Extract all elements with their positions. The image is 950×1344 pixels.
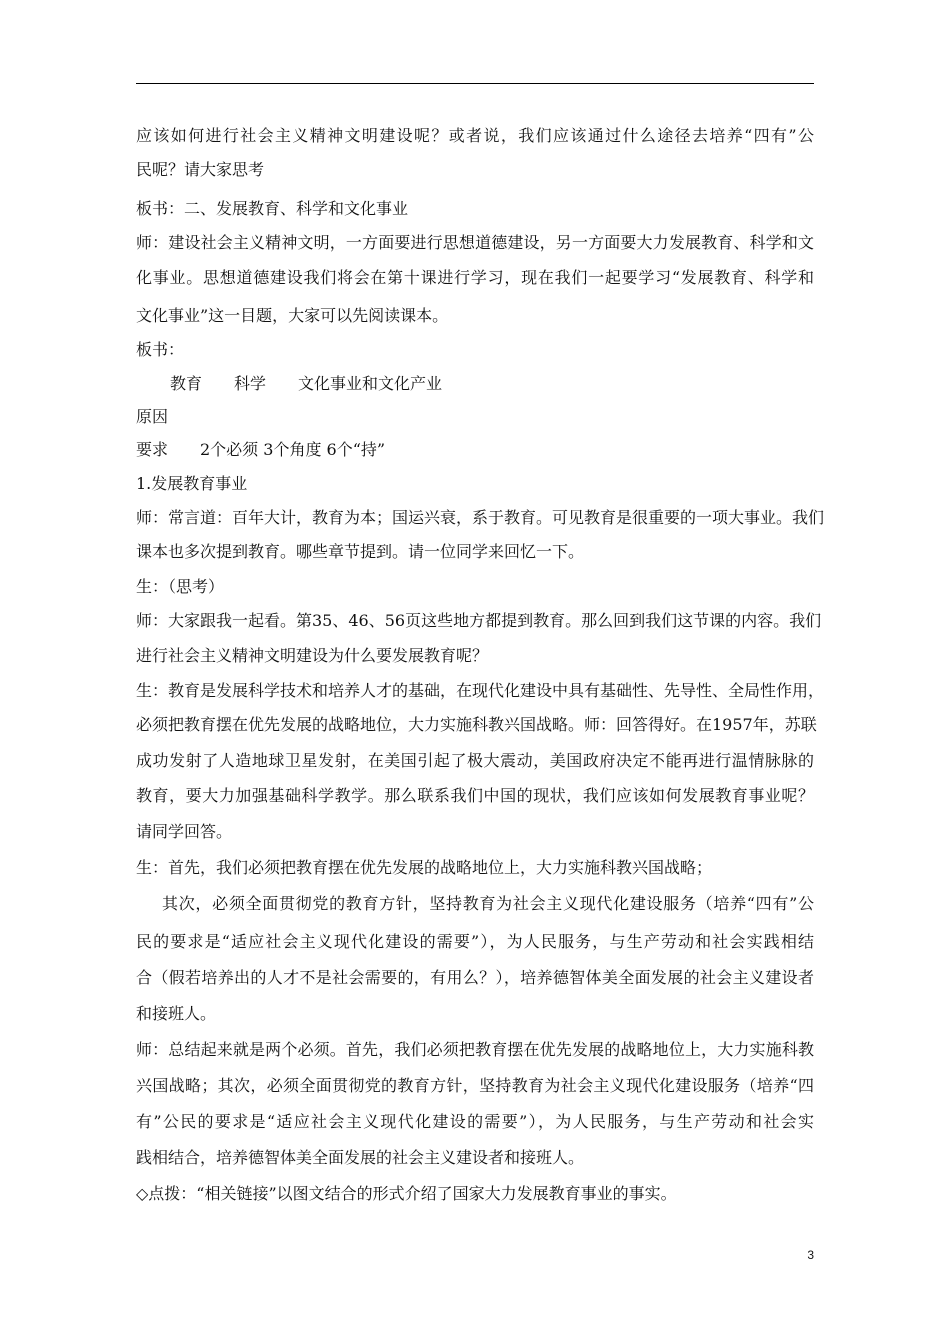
- text-line: 教育 科学 文化事业和文化产业: [170, 374, 443, 393]
- text-line: 成功发射了人造地球卫星发射，在美国引起了极大震动，美国政府决定不能再进行温情脉脉的: [136, 751, 814, 770]
- text-line: 民呢？请大家思考: [136, 160, 265, 179]
- text-line: 其次，必须全面贯彻党的教育方针，坚持教育为社会主义现代化建设服务（培养“四有”公: [162, 894, 814, 913]
- text-line: 践相结合，培养德智体美全面发展的社会主义建设者和接班人。: [136, 1148, 585, 1167]
- text-line: 必须把教育摆在优先发展的战略地位，大力实施科教兴国战略。师：回答得好。在1957年，苏联: [136, 715, 817, 734]
- text-line: 师：总结起来就是两个必须。首先，我们必须把教育摆在优先发展的战略地位上，大力实施科教: [136, 1040, 814, 1059]
- text-line: 有”公民的要求是“适应社会主义现代化建设的需要”），为人民服务，与生产劳动和社会实: [136, 1112, 814, 1131]
- text-line: 化事业。思想道德建设我们将会在第十课进行学习，现在我们一起要学习“发展教育、科学和: [136, 268, 814, 287]
- text-line: 师：常言道：百年大计，教育为本；国运兴衰，系于教育。可见教育是很重要的一项大事业。我们: [136, 508, 825, 527]
- text-line: 师：大家跟我一起看。第35、46、56页这些地方都提到教育。那么回到我们这节课的内容。我们: [136, 611, 822, 630]
- text-line: 师：建设社会主义精神文明，一方面要进行思想道德建设，另一方面要大力发展教育、科学和文: [136, 233, 814, 252]
- text-line: 文化事业”这一目题，大家可以先阅读课本。: [136, 306, 449, 325]
- text-line: 板书：: [136, 340, 185, 359]
- text-line: 合（假若培养出的人才不是社会需要的，有用么？），培养德智体美全面发展的社会主义建设者: [136, 968, 814, 987]
- text-line: 请同学回答。: [136, 822, 233, 841]
- text-line: 应该如何进行社会主义精神文明建设呢？或者说，我们应该通过什么途径去培养“四有”公: [136, 126, 814, 145]
- text-line: 课本也多次提到教育。哪些章节提到。请一位同学来回忆一下。: [136, 542, 585, 561]
- text-line: 民的要求是“适应社会主义现代化建设的需要”），为人民服务，与生产劳动和社会实践相结: [136, 932, 814, 951]
- text-line: 生：首先，我们必须把教育摆在优先发展的战略地位上，大力实施科教兴国战略；: [136, 858, 713, 877]
- text-line: 教育，要大力加强基础科学教学。那么联系我们中国的现状，我们应该如何发展教育事业呢？: [136, 786, 814, 805]
- page-number: 3: [807, 1248, 814, 1262]
- text-line: ◇点拨：“相关链接”以图文结合的形式介绍了国家大力发展教育事业的事实。: [136, 1184, 677, 1203]
- text-line: 进行社会主义精神文明建设为什么要发展教育呢？: [136, 646, 489, 665]
- text-line: 生：（思考）: [136, 577, 225, 596]
- text-line: 原因: [136, 407, 169, 426]
- text-line: 和接班人。: [136, 1004, 217, 1023]
- text-line: 板书：二、发展教育、科学和文化事业: [136, 199, 409, 218]
- text-line: 生：教育是发展科学技术和培养人才的基础，在现代化建设中具有基础性、先导性、全局性作用，: [136, 681, 825, 700]
- text-line: 兴国战略；其次，必须全面贯彻党的教育方针，坚持教育为社会主义现代化建设服务（培养“四: [136, 1076, 814, 1095]
- text-line: 1.发展教育事业: [136, 474, 248, 493]
- text-line: 要求 2个必须 3个角度 6个“持”: [136, 440, 386, 459]
- header-rule: [136, 83, 814, 84]
